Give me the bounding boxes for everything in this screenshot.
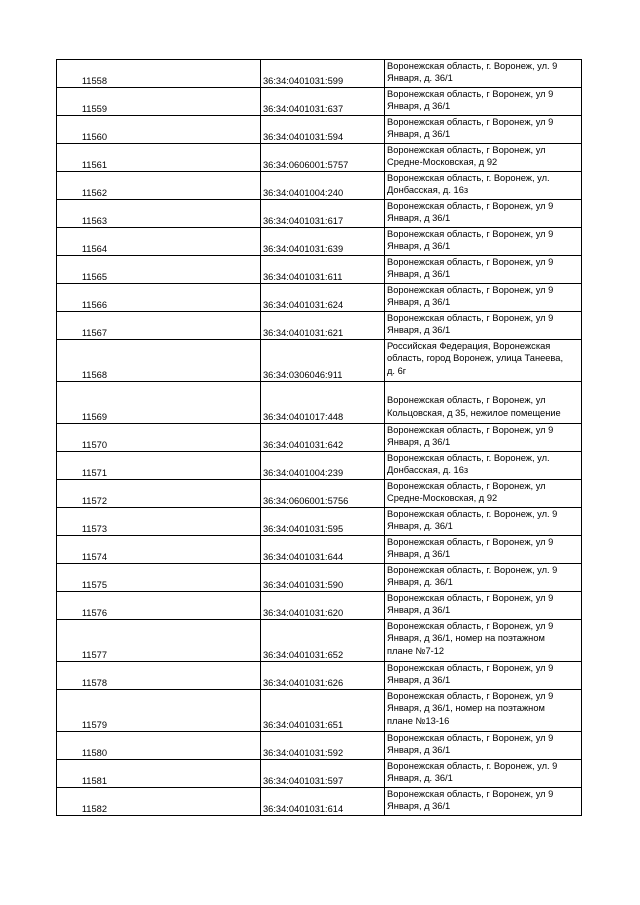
record-number-cell: 11576 — [57, 592, 261, 620]
address-cell — [385, 116, 582, 144]
table-row — [57, 116, 582, 144]
address-cell — [385, 312, 582, 340]
registry-table-body — [57, 60, 582, 816]
record-number-cell: 11570 — [57, 424, 261, 452]
record-number-cell: 11574 — [57, 536, 261, 564]
cadastral-number-cell: 36:34:0401031:642 — [261, 424, 385, 452]
address-cell — [385, 592, 582, 620]
address-text: Воронежская область, г Воронеж, ул 9 Января, д 36/1 — [387, 593, 554, 616]
table-row — [57, 480, 582, 508]
table-row — [57, 788, 582, 816]
record-number-cell: 11575 — [57, 564, 261, 592]
address-cell — [385, 760, 582, 788]
cadastral-number-cell: 36:34:0401031:595 — [261, 508, 385, 536]
address-cell — [385, 480, 582, 508]
address-text: Воронежская область, г Воронеж, ул 9 Января, д 36/1 — [387, 313, 554, 336]
table-row — [57, 200, 582, 228]
table-row — [57, 732, 582, 760]
record-number-cell: 11560 — [57, 116, 261, 144]
table-row — [57, 508, 582, 536]
address-cell — [385, 662, 582, 690]
cadastral-number-cell: 36:34:0401031:637 — [261, 88, 385, 116]
record-number-cell: 11559 — [57, 88, 261, 116]
address-text: Воронежская область, г. Воронеж, ул. Донбасская, д. 16з — [387, 173, 550, 196]
record-number-cell: 11565 — [57, 256, 261, 284]
table-row — [57, 144, 582, 172]
table-row — [57, 452, 582, 480]
record-number-cell: 11564 — [57, 228, 261, 256]
address-cell — [385, 424, 582, 452]
address-cell — [385, 256, 582, 284]
table-row — [57, 592, 582, 620]
record-number-cell: 11567 — [57, 312, 261, 340]
table-row — [57, 172, 582, 200]
cadastral-number-cell: 36:34:0401031:611 — [261, 256, 385, 284]
address-cell — [385, 732, 582, 760]
cadastral-number-cell: 36:34:0306046:911 — [261, 340, 385, 382]
address-cell — [385, 382, 582, 424]
table-row — [57, 60, 582, 88]
address-text: Воронежская область, г Воронеж, ул 9 Января, д 36/1 — [387, 663, 554, 686]
address-cell — [385, 200, 582, 228]
record-number-cell: 11566 — [57, 284, 261, 312]
record-number-cell: 11562 — [57, 172, 261, 200]
table-row — [57, 312, 582, 340]
address-text: Воронежская область, г Воронеж, ул Средне-Московская, д 92 — [387, 145, 546, 168]
cadastral-number-cell: 36:34:0401031:597 — [261, 760, 385, 788]
address-text: Воронежская область, г. Воронеж, ул. 9 Января, д. 36/1 — [387, 761, 558, 784]
cadastral-number-cell: 36:34:0401031:590 — [261, 564, 385, 592]
record-number-cell: 11580 — [57, 732, 261, 760]
address-cell — [385, 508, 582, 536]
cadastral-number-cell: 36:34:0606001:5756 — [261, 480, 385, 508]
address-text: Воронежская область, г Воронеж, ул 9 Января, д 36/1 — [387, 733, 554, 756]
record-number-cell: 11582 — [57, 788, 261, 816]
address-cell — [385, 690, 582, 732]
address-text: Воронежская область, г Воронеж, ул 9 Января, д 36/1 — [387, 89, 554, 112]
address-cell — [385, 60, 582, 88]
address-cell — [385, 620, 582, 662]
cadastral-number-cell: 36:34:0401031:620 — [261, 592, 385, 620]
address-text: Воронежская область, г. Воронеж, ул. 9 Января, д. 36/1 — [387, 565, 558, 588]
cadastral-number-cell: 36:34:0401031:592 — [261, 732, 385, 760]
cadastral-number-cell: 36:34:0606001:5757 — [261, 144, 385, 172]
address-text: Воронежская область, г Воронеж, ул 9 Января, д 36/1 — [387, 285, 554, 308]
table-row — [57, 760, 582, 788]
record-number-cell: 11572 — [57, 480, 261, 508]
cadastral-number-cell: 36:34:0401031:599 — [261, 60, 385, 88]
address-text: Воронежская область, г. Воронеж, ул. 9 Января, д. 36/1 — [387, 61, 558, 84]
table-row — [57, 284, 582, 312]
record-number-cell: 11571 — [57, 452, 261, 480]
address-text: Воронежская область, г Воронеж, ул 9 Января, д 36/1, номер на поэтажном плане №7-12 — [387, 621, 554, 656]
record-number-cell: 11578 — [57, 662, 261, 690]
table-row — [57, 424, 582, 452]
address-cell — [385, 88, 582, 116]
address-text: Воронежская область, г Воронеж, ул 9 Января, д 36/1 — [387, 425, 554, 448]
cadastral-number-cell: 36:34:0401031:617 — [261, 200, 385, 228]
cadastral-number-cell: 36:34:0401031:639 — [261, 228, 385, 256]
table-row — [57, 382, 582, 424]
table-row — [57, 662, 582, 690]
record-number-cell: 11561 — [57, 144, 261, 172]
record-number-cell: 11568 — [57, 340, 261, 382]
address-cell — [385, 564, 582, 592]
table-row — [57, 564, 582, 592]
record-number-cell: 11569 — [57, 382, 261, 424]
address-text: Воронежская область, г Воронеж, ул 9 Января, д 36/1 — [387, 117, 554, 140]
address-cell — [385, 452, 582, 480]
address-cell — [385, 536, 582, 564]
address-cell — [385, 284, 582, 312]
cadastral-number-cell: 36:34:0401031:621 — [261, 312, 385, 340]
address-text: Воронежская область, г. Воронеж, ул. Донбасская, д. 16з — [387, 453, 550, 476]
table-row — [57, 88, 582, 116]
address-cell — [385, 340, 582, 382]
cadastral-number-cell: 36:34:0401031:652 — [261, 620, 385, 662]
table-row — [57, 340, 582, 382]
cadastral-number-cell: 36:34:0401004:239 — [261, 452, 385, 480]
table-row — [57, 256, 582, 284]
address-text: Воронежская область, г. Воронеж, ул. 9 Января, д. 36/1 — [387, 509, 558, 532]
table-row — [57, 620, 582, 662]
address-cell — [385, 172, 582, 200]
cadastral-number-cell: 36:34:0401017:448 — [261, 382, 385, 424]
cadastral-number-cell: 36:34:0401031:624 — [261, 284, 385, 312]
cadastral-number-cell: 36:34:0401031:651 — [261, 690, 385, 732]
table-row — [57, 690, 582, 732]
address-text: Воронежская область, г Воронеж, ул 9 Января, д 36/1 — [387, 789, 554, 812]
table-row — [57, 228, 582, 256]
cadastral-number-cell: 36:34:0401031:644 — [261, 536, 385, 564]
address-text: Воронежская область, г Воронеж, ул 9 Января, д 36/1 — [387, 257, 554, 280]
cadastral-number-cell: 36:34:0401004:240 — [261, 172, 385, 200]
record-number-cell: 11577 — [57, 620, 261, 662]
address-text: Воронежская область, г Воронеж, ул Кольцовская, д 35, нежилое помещение — [387, 395, 561, 418]
cadastral-number-cell: 36:34:0401031:626 — [261, 662, 385, 690]
address-text: Воронежская область, г Воронеж, ул Средне-Московская, д 92 — [387, 481, 546, 504]
address-text: Воронежская область, г Воронеж, ул 9 Января, д 36/1, номер на поэтажном плане №13-16 — [387, 691, 554, 726]
address-cell — [385, 228, 582, 256]
address-text: Воронежская область, г Воронеж, ул 9 Января, д 36/1 — [387, 229, 554, 252]
address-text: Воронежская область, г Воронеж, ул 9 Января, д 36/1 — [387, 537, 554, 560]
record-number-cell: 11563 — [57, 200, 261, 228]
record-number-cell: 11579 — [57, 690, 261, 732]
registry-table — [56, 59, 582, 816]
cadastral-number-cell: 36:34:0401031:594 — [261, 116, 385, 144]
table-row — [57, 536, 582, 564]
record-number-cell: 11558 — [57, 60, 261, 88]
record-number-cell: 11581 — [57, 760, 261, 788]
address-text: Российская Федерация, Воронежская область, город Воронеж, улица Танеева, д. 6г — [387, 341, 564, 376]
record-number-cell: 11573 — [57, 508, 261, 536]
cadastral-number-cell: 36:34:0401031:614 — [261, 788, 385, 816]
address-cell — [385, 788, 582, 816]
address-text: Воронежская область, г Воронеж, ул 9 Января, д 36/1 — [387, 201, 554, 224]
address-cell — [385, 144, 582, 172]
